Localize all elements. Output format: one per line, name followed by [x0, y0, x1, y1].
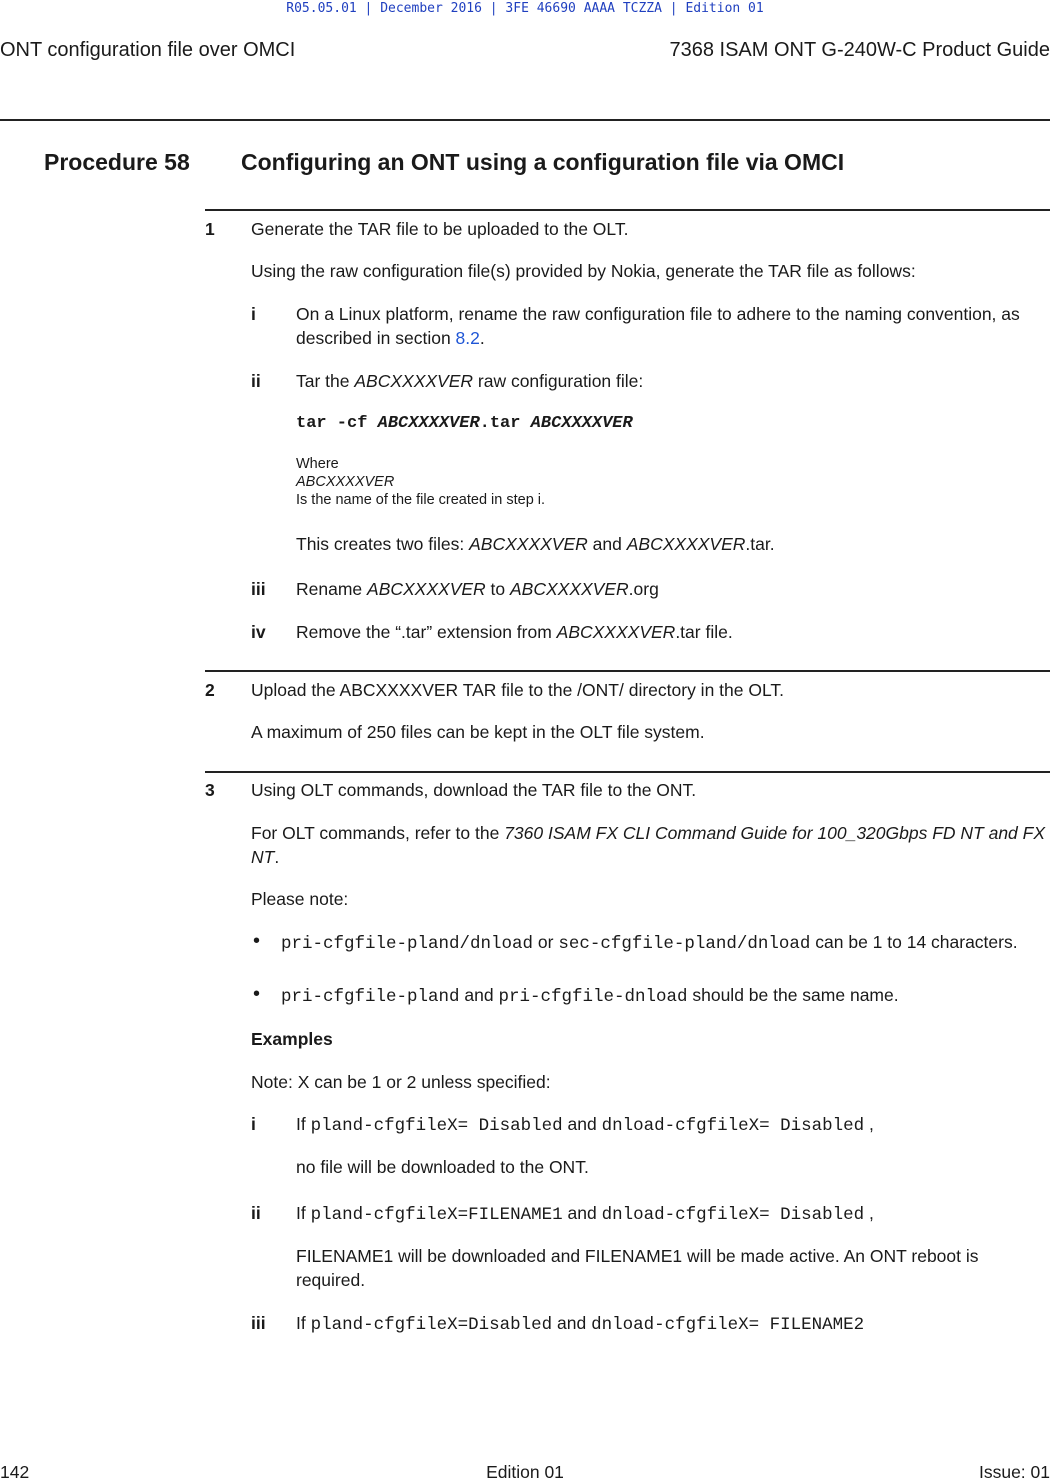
step-3-text: Using OLT commands, download the TAR file to the ONT.: [251, 780, 697, 800]
step-1-iii-text: [296, 577, 1050, 601]
document-stamp: R05.05.01 | December 2016 | 3FE 46690 AAAA TCZZA | Edition 01: [286, 1, 764, 16]
step-1-rule: [205, 209, 1050, 211]
example-ii-result: FILENAME1 will be downloaded and FILENAME1 will be made active. An ONT reboot is required.: [296, 1246, 979, 1290]
ii-post: raw configuration file:: [473, 371, 644, 391]
step-1-iv-text: [296, 620, 1050, 644]
iii-name-2: ABCXXXXVER: [510, 579, 629, 599]
step-3-reference: [251, 821, 1050, 869]
step-1-iii-label: iii: [251, 579, 266, 599]
example-ii-condition: [296, 1201, 1050, 1227]
b1-code-2: sec-cfgfile-pland/dnload: [558, 934, 811, 954]
ex-i-and: and: [562, 1114, 602, 1134]
step-1-i-text: [296, 302, 1050, 350]
example-iii-condition: [296, 1311, 1050, 1337]
ex-ii-post: ,: [864, 1203, 874, 1223]
footer-edition: Edition 01: [486, 1462, 564, 1482]
step-2-note: A maximum of 250 files can be kept in the OLT file system.: [251, 722, 705, 742]
footer-issue: Issue: 01: [978, 1462, 1050, 1482]
iii-name-1: ABCXXXXVER: [367, 579, 486, 599]
header-guide-title: 7368 ISAM ONT G-240W-C Product Guide: [669, 39, 1050, 61]
header-section-title: ONT configuration file over OMCI: [0, 39, 296, 61]
bullet-1: •: [253, 930, 261, 952]
bullet-2: •: [253, 983, 261, 1005]
where-variable: ABCXXXXVER: [296, 474, 395, 490]
step-2-number: 2: [205, 680, 215, 700]
ex-ii-code-2: dnload-cfgfileX= Disabled: [601, 1205, 865, 1225]
iii-post: .org: [628, 579, 659, 599]
step-1-iv-label: iv: [251, 622, 266, 642]
b2-code-2: pri-cfgfile-dnload: [498, 987, 688, 1007]
b2-and: and: [459, 985, 499, 1005]
ii-filename: ABCXXXXVER: [354, 371, 474, 391]
b1-or: or: [533, 932, 559, 952]
ex-iii-code-2: dnload-cfgfileX= FILENAME2: [591, 1315, 865, 1335]
example-i-result: no file will be downloaded to the ONT.: [296, 1157, 589, 1177]
b1-post: can be 1 to 14 characters.: [810, 932, 1018, 952]
creates-name-2: ABCXXXXVER: [626, 534, 746, 554]
ref-post: .: [274, 847, 280, 867]
cmd-mid: .tar: [479, 414, 531, 433]
cmd-name-1: ABCXXXXVER: [377, 414, 480, 433]
examples-note: Note: X can be 1 or 2 unless specified:: [251, 1072, 551, 1092]
iii-pre: Rename: [296, 579, 368, 599]
step-1-i-label: i: [251, 304, 256, 324]
ex-i-code-2: dnload-cfgfileX= Disabled: [601, 1116, 865, 1136]
b2-code-1: pri-cfgfile-pland: [281, 987, 460, 1007]
creates-name-1: ABCXXXXVER: [469, 534, 588, 554]
where-label: Where: [296, 456, 339, 472]
creates-pre: This creates two files:: [296, 534, 470, 554]
ex-ii-and: and: [562, 1203, 602, 1223]
ex-ii-if: If: [296, 1203, 311, 1223]
step-1-i-text-a: On a Linux platform, rename the raw configuration file to adhere to the naming convention, as described in section: [296, 304, 1020, 348]
ex-i-post: ,: [864, 1114, 874, 1134]
ex-iii-code-1: pland-cfgfileX=Disabled: [310, 1315, 553, 1335]
cmd-name-2: ABCXXXXVER: [530, 414, 633, 433]
step-1-i-text-b: .: [479, 328, 485, 348]
iii-mid: to: [485, 579, 510, 599]
creates-post: .tar.: [745, 534, 775, 554]
ex-iii-if: If: [296, 1313, 311, 1333]
creates-files-text: [296, 532, 1050, 556]
step-3-rule: [205, 771, 1050, 773]
example-ii-label: ii: [251, 1203, 261, 1223]
step-1-text: Generate the TAR file to be uploaded to the OLT.: [251, 219, 629, 239]
where-description: Is the name of the file created in step i.: [296, 492, 546, 508]
ref-title: 7360 ISAM FX CLI Command Guide for 100_320Gbps FD NT and FX NT: [251, 823, 1046, 867]
creates-mid: and: [587, 534, 627, 554]
tar-command: [296, 412, 1050, 436]
b1-code-1: pri-cfgfile-pland/dnload: [281, 934, 534, 954]
step-1-ii-label: ii: [251, 371, 261, 391]
procedure-number: Procedure 58: [44, 149, 190, 175]
bullet-1-text: [281, 930, 1050, 956]
iv-pre: Remove the “.tar” extension from: [296, 622, 557, 642]
step-1-number: 1: [205, 219, 215, 239]
ex-i-if: If: [296, 1114, 311, 1134]
section-link[interactable]: 8.2: [455, 328, 480, 348]
step-2-rule: [205, 670, 1050, 672]
example-i-label: i: [251, 1114, 256, 1134]
procedure-title: Configuring an ONT using a configuration file via OMCI: [241, 149, 845, 175]
examples-heading: Examples: [251, 1029, 333, 1049]
bullet-2-text: [281, 983, 1050, 1009]
b2-post: should be the same name.: [687, 985, 899, 1005]
ex-iii-and: and: [552, 1313, 592, 1333]
example-i-condition: [296, 1112, 1050, 1138]
step-3-number: 3: [205, 780, 215, 800]
ex-ii-code-1: pland-cfgfileX=FILENAME1: [310, 1205, 563, 1225]
please-note: Please note:: [251, 889, 349, 909]
example-iii-label: iii: [251, 1313, 266, 1333]
iv-name: ABCXXXXVER: [556, 622, 676, 642]
ex-i-code-1: pland-cfgfileX= Disabled: [310, 1116, 563, 1136]
ii-pre: Tar the: [296, 371, 355, 391]
iv-post: .tar file.: [675, 622, 733, 642]
footer-page-number: 142: [0, 1462, 30, 1482]
ref-pre: For OLT commands, refer to the: [251, 823, 505, 843]
cmd-pre: tar -cf: [296, 414, 378, 433]
step-1-intro: Using the raw configuration file(s) provided by Nokia, generate the TAR file as follows:: [251, 261, 916, 281]
step-2-text: Upload the ABCXXXXVER TAR file to the /ONT/ directory in the OLT.: [251, 680, 785, 700]
step-1-ii-text: [296, 369, 1050, 393]
header-rule: [0, 119, 1050, 121]
